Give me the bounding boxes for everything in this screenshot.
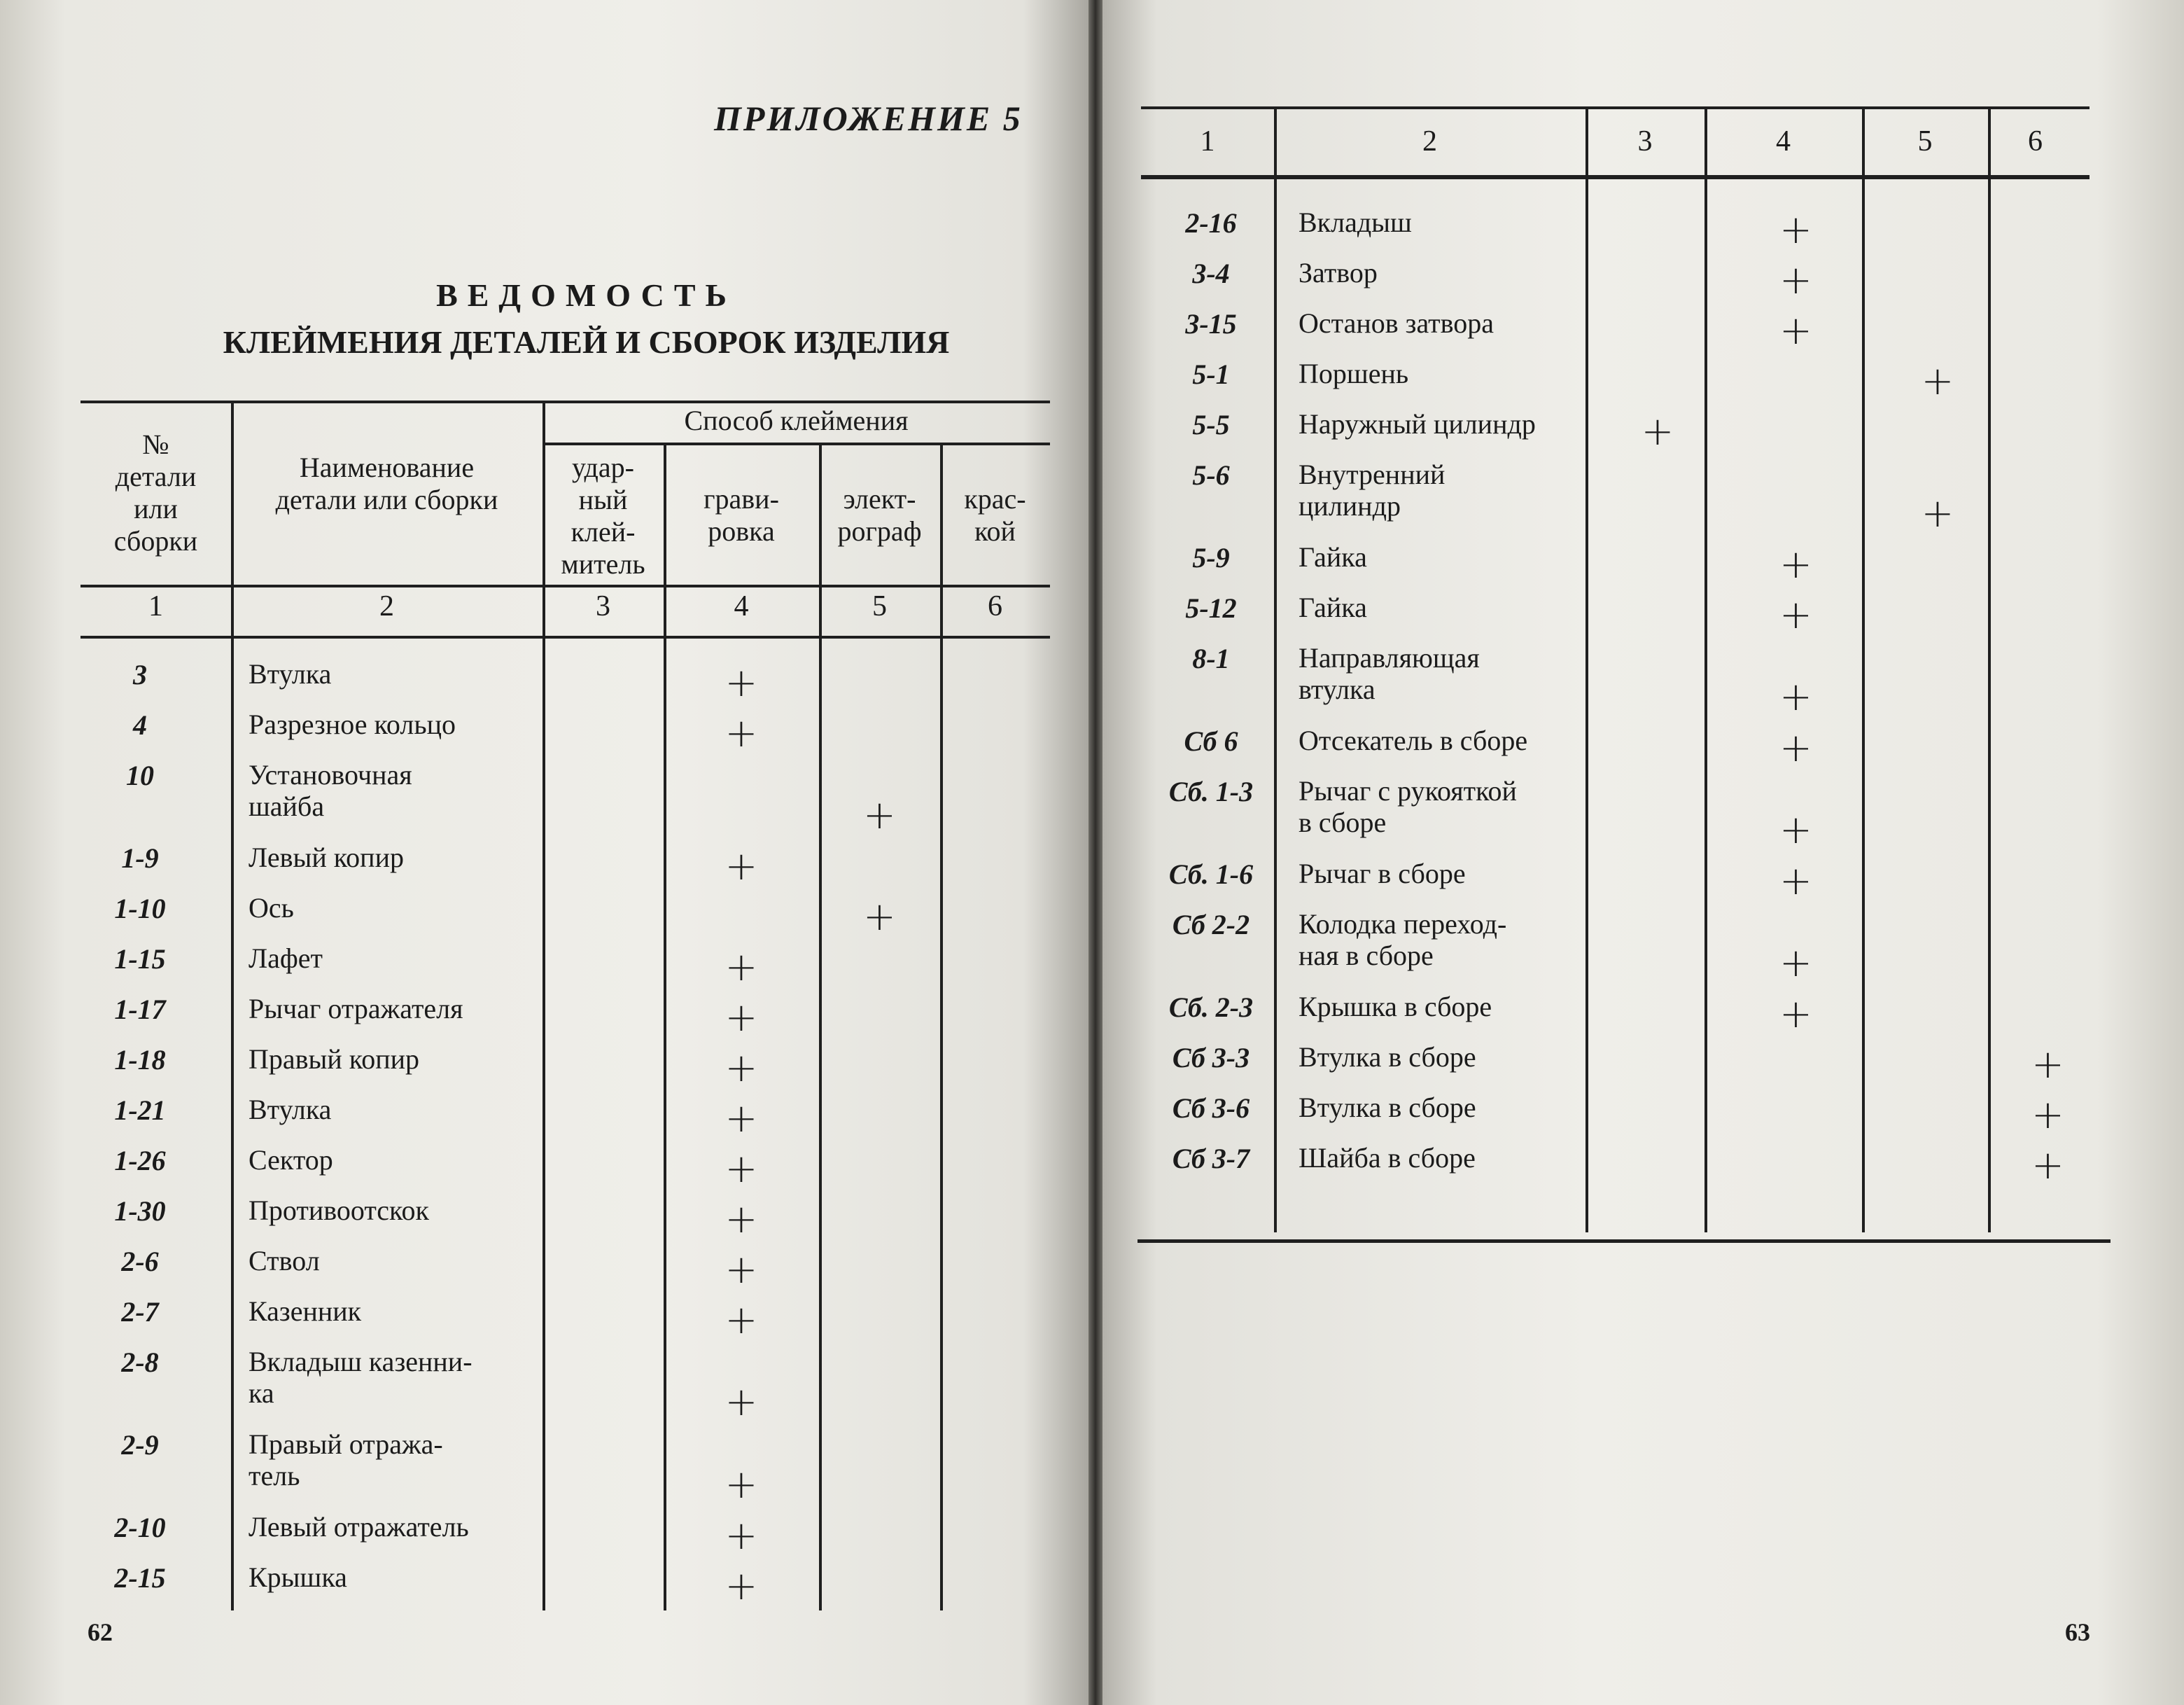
row-code: 2-8	[121, 1346, 159, 1378]
mark-plus: +	[724, 711, 758, 756]
name-line: Рычаг с рукояткой	[1298, 775, 1517, 807]
mark-plus: +	[2031, 1042, 2064, 1087]
name-line: Ось	[248, 892, 294, 924]
mark-plus: +	[2031, 1092, 2064, 1138]
row-name	[248, 1094, 331, 1125]
mark-plus: +	[1921, 491, 1954, 536]
name-line: Шайба в сборе	[1298, 1142, 1476, 1174]
mark-plus: +	[724, 1297, 758, 1343]
method-group-rule	[542, 443, 1050, 445]
column-rule	[231, 401, 234, 1610]
row-code: 1-17	[114, 994, 166, 1025]
mark-plus: +	[724, 1247, 758, 1293]
row-name	[248, 1195, 429, 1226]
name-line: Направляющая	[1298, 642, 1480, 674]
mark-plus: +	[863, 793, 896, 838]
header-line: удар-	[572, 452, 634, 483]
column-rule	[1988, 106, 1991, 1232]
row-name	[1298, 991, 1492, 1022]
document-title: ВЕДОМОСТЬ	[436, 277, 736, 313]
header-bottom-rule	[80, 585, 1050, 587]
row-code: 8-1	[1192, 643, 1230, 674]
name-line: Рычаг отражателя	[248, 993, 463, 1024]
column-rule	[1704, 106, 1707, 1232]
header-line: митель	[561, 548, 645, 580]
mark-plus: +	[724, 1045, 758, 1091]
header-line: крас-	[964, 483, 1026, 515]
name-line: втулка	[1298, 674, 1376, 705]
mark-plus: +	[1779, 592, 1812, 638]
header-line: элект-	[843, 483, 916, 515]
mark-plus: +	[724, 1564, 758, 1609]
row-name	[248, 658, 331, 690]
row-name	[248, 1561, 347, 1593]
column-number: 3	[596, 590, 610, 622]
row-code: 2-15	[114, 1562, 166, 1594]
page-number: 62	[88, 1618, 113, 1646]
column-number: 5	[1917, 125, 1933, 158]
name-line: Затвор	[1298, 257, 1378, 288]
header-bottom-rule	[1141, 175, 2090, 179]
row-code: 3-4	[1192, 258, 1230, 289]
name-line: Правый отража-	[248, 1428, 443, 1460]
mark-plus: +	[724, 660, 758, 706]
row-code: 2-7	[121, 1296, 159, 1328]
header-method-3	[542, 452, 664, 580]
name-line: Поршень	[1298, 358, 1409, 389]
mark-plus: +	[724, 1379, 758, 1425]
row-code: 10	[126, 760, 154, 791]
document-subtitle: КЛЕЙМЕНИЯ ДЕТАЛЕЙ И СБОРОК ИЗДЕЛИЯ	[223, 324, 950, 360]
row-name	[248, 1511, 469, 1543]
name-line: Разрезное кольцо	[248, 709, 456, 740]
column-number: 2	[1422, 125, 1437, 158]
mark-plus: +	[1921, 359, 1954, 404]
row-code: 4	[133, 709, 147, 741]
mark-plus: +	[724, 1513, 758, 1559]
mark-plus: +	[724, 1462, 758, 1508]
name-line: Крышка в сборе	[1298, 991, 1492, 1022]
row-name	[248, 942, 323, 974]
column-number: 5	[872, 590, 887, 622]
row-name	[1298, 725, 1527, 756]
column-rule	[1586, 106, 1588, 1232]
name-line: Втулка	[248, 1094, 332, 1125]
name-line: тель	[248, 1460, 300, 1491]
row-name	[1298, 908, 1506, 971]
column-number: 1	[148, 590, 163, 622]
row-code: Сб 3-7	[1172, 1143, 1250, 1174]
header-number	[80, 429, 231, 557]
row-code: 5-1	[1192, 359, 1230, 390]
name-line: Внутренний	[1298, 459, 1446, 490]
column-number: 2	[379, 590, 394, 622]
name-line: Втулка в сборе	[1298, 1092, 1476, 1123]
mark-plus: +	[1779, 858, 1812, 904]
row-code: 2-6	[121, 1246, 159, 1277]
header-line: рограф	[837, 515, 922, 547]
mark-plus: +	[724, 1146, 758, 1192]
row-name	[248, 892, 294, 924]
row-name	[1298, 1142, 1476, 1174]
header-method-group: Способ клеймения	[684, 405, 909, 436]
column-number: 1	[1200, 125, 1215, 158]
row-name	[248, 993, 463, 1024]
column-number: 6	[988, 590, 1002, 622]
mark-plus: +	[1641, 409, 1674, 454]
row-name	[1298, 257, 1378, 288]
mark-plus: +	[1779, 807, 1812, 853]
row-name	[1298, 307, 1494, 339]
name-line: Лафет	[248, 942, 323, 974]
name-line: ка	[248, 1377, 274, 1409]
row-name	[248, 759, 412, 822]
name-line: Сектор	[248, 1144, 333, 1176]
name-line: Останов затвора	[1298, 307, 1494, 339]
mark-plus: +	[1779, 940, 1812, 986]
row-name	[248, 1144, 333, 1176]
row-name	[1298, 858, 1466, 889]
header-line: Наименование	[299, 452, 475, 483]
row-name	[1298, 459, 1445, 522]
header-line: кой	[974, 515, 1016, 547]
mark-plus: +	[1779, 207, 1812, 253]
name-line: Вкладыш казенни-	[248, 1346, 472, 1377]
mark-plus: +	[724, 1096, 758, 1141]
row-code: Сб 3-6	[1172, 1092, 1250, 1124]
row-code: 5-6	[1192, 459, 1230, 491]
header-method-4	[664, 483, 819, 548]
name-line: Втулка в сборе	[1298, 1041, 1476, 1073]
row-code: Сб. 1-3	[1168, 776, 1254, 807]
header-line: ный	[578, 484, 628, 515]
row-name	[248, 1043, 419, 1075]
name-line: Казенник	[248, 1295, 362, 1327]
mark-plus: +	[724, 995, 758, 1041]
mark-plus: +	[1779, 258, 1812, 303]
name-line: Гайка	[1298, 541, 1367, 573]
row-name	[248, 1295, 361, 1327]
row-name	[1298, 358, 1408, 389]
mark-plus: +	[1779, 725, 1812, 771]
name-line: Колодка переход-	[1298, 908, 1507, 940]
appendix-label: ПРИЛОЖЕНИЕ 5	[714, 99, 1023, 138]
mark-plus: +	[724, 844, 758, 889]
name-line: Левый отражатель	[248, 1511, 469, 1543]
header-line: детали	[115, 461, 197, 492]
column-number: 3	[1637, 125, 1653, 158]
row-code: Сб 2-2	[1172, 909, 1250, 940]
row-name	[1298, 1041, 1476, 1073]
row-code: 2-9	[121, 1429, 159, 1461]
row-code: Сб. 1-6	[1168, 858, 1254, 890]
name-line: в сборе	[1298, 807, 1387, 838]
header-name	[231, 452, 542, 516]
row-name	[1298, 1092, 1476, 1123]
row-name	[1298, 541, 1367, 573]
name-line: Крышка	[248, 1561, 347, 1593]
header-line: сборки	[113, 525, 198, 557]
name-line: Установочная	[248, 759, 412, 791]
row-code: 3	[133, 659, 147, 690]
name-line: Наружный цилиндр	[1298, 408, 1536, 440]
column-number: 4	[1776, 125, 1791, 158]
row-code: 1-15	[114, 943, 166, 975]
mark-plus: +	[1779, 308, 1812, 354]
name-line: Рычаг в сборе	[1298, 858, 1466, 889]
name-line: Гайка	[1298, 592, 1367, 623]
mark-plus: +	[724, 1197, 758, 1242]
row-name	[1298, 592, 1367, 623]
row-code: 5-5	[1192, 409, 1230, 440]
name-line: Отсекатель в сборе	[1298, 725, 1528, 756]
name-line: цилиндр	[1298, 490, 1401, 522]
row-name	[248, 1428, 443, 1491]
row-code: 2-16	[1185, 207, 1237, 239]
row-name	[1298, 642, 1480, 705]
name-line: Ствол	[248, 1245, 320, 1276]
header-line: детали или сборки	[275, 484, 498, 515]
mark-plus: +	[1779, 991, 1812, 1037]
book-gutter	[1088, 0, 1102, 1705]
header-method-6	[940, 483, 1050, 548]
row-name	[1298, 775, 1517, 838]
page-number: 63	[2065, 1618, 2090, 1646]
row-name	[248, 709, 456, 740]
mark-plus: +	[863, 894, 896, 940]
row-code: Сб 6	[1184, 725, 1238, 757]
name-line: Втулка	[248, 658, 332, 690]
header-line: ровка	[708, 515, 775, 547]
row-name	[248, 1245, 320, 1276]
row-code: 1-26	[114, 1145, 166, 1176]
row-name	[1298, 207, 1412, 238]
row-code: 3-15	[1185, 308, 1237, 340]
name-line: шайба	[248, 791, 325, 822]
row-name	[1298, 408, 1536, 440]
name-line: Противоотскок	[248, 1195, 429, 1226]
header-line: №	[142, 429, 169, 460]
mark-plus: +	[1779, 674, 1812, 720]
mark-plus: +	[724, 945, 758, 990]
mark-plus: +	[2031, 1143, 2064, 1188]
row-code: 1-18	[114, 1044, 166, 1076]
row-code: 1-21	[114, 1094, 166, 1126]
row-code: 2-10	[114, 1512, 166, 1543]
column-rule	[542, 401, 545, 1610]
row-name	[248, 1346, 472, 1409]
column-rule	[1862, 106, 1865, 1232]
table-bottom-rule	[1138, 1239, 2110, 1243]
row-code: 1-30	[114, 1195, 166, 1227]
mark-plus: +	[1779, 542, 1812, 587]
row-code: 1-10	[114, 893, 166, 924]
row-name	[248, 842, 404, 873]
header-top-rule	[80, 401, 1050, 403]
name-line: Вкладыш	[1298, 207, 1412, 238]
header-top-rule	[1141, 106, 2090, 109]
column-number-rule	[80, 636, 1050, 639]
row-code: 5-9	[1192, 542, 1230, 573]
row-code: Сб 3-3	[1172, 1042, 1250, 1073]
row-code: 5-12	[1185, 592, 1237, 624]
right-page	[1102, 0, 2184, 1705]
header-method-5	[819, 483, 940, 548]
name-line: Правый копир	[248, 1043, 420, 1075]
column-number: 4	[734, 590, 749, 622]
row-code: 1-9	[121, 842, 159, 874]
header-line: грави-	[704, 483, 779, 515]
name-line: Левый копир	[248, 842, 404, 873]
left-page	[0, 0, 1088, 1705]
name-line: ная в сборе	[1298, 940, 1434, 971]
header-line: или	[134, 493, 178, 524]
column-number: 6	[2028, 125, 2043, 158]
header-line: клей-	[570, 516, 636, 548]
row-code: Сб. 2-3	[1168, 991, 1254, 1023]
